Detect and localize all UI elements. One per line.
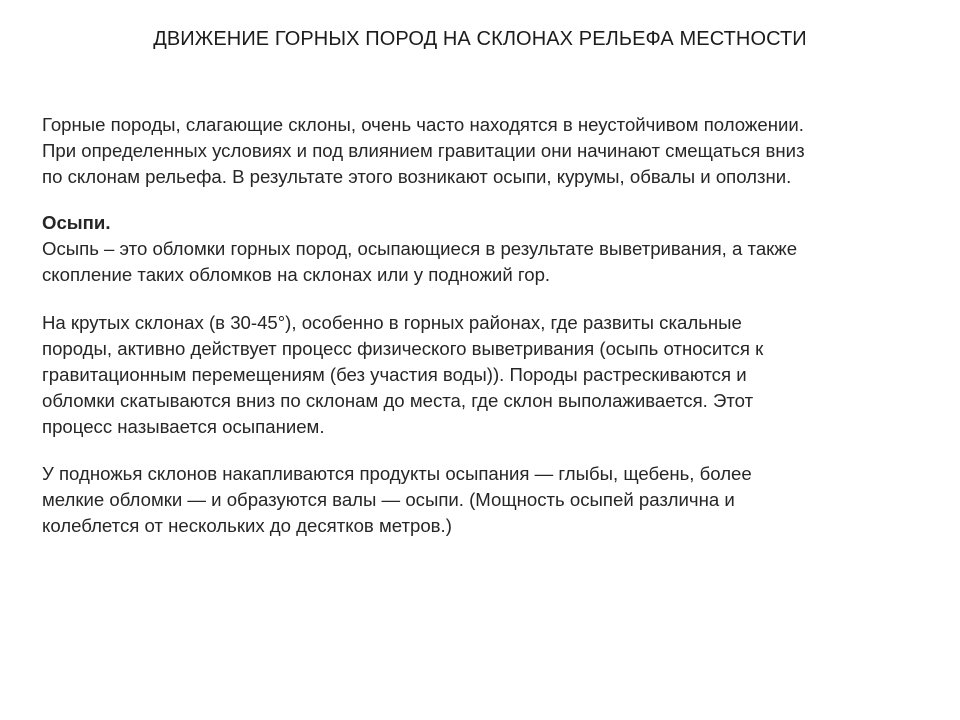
slope-foot-paragraph (42, 461, 942, 539)
text-line: колеблется от нескольких до десятков метров.) (42, 515, 452, 536)
text-line: породы, активно действует процесс физического выветривания (осыпь относится к (42, 338, 764, 359)
text-line: обломки скатываются вниз по склонам до места, где склон выполаживается. Этот (42, 390, 754, 411)
text-line: мелкие обломки — и образуются валы — осыпи. (Мощность осыпей различна и (42, 489, 735, 510)
steep-slopes-paragraph (42, 310, 942, 440)
intro-paragraph (42, 112, 942, 190)
text-line: Горные породы, слагающие склоны, очень часто находятся в неустойчивом положении. (42, 114, 804, 135)
text-line: скопление таких обломков на склонах или у подножий гор. (42, 264, 551, 285)
slide-title: ДВИЖЕНИЕ ГОРНЫХ ПОРОД НА СКЛОНАХ РЕЛЬЕФА МЕСТНОСТИ (153, 28, 807, 50)
text-line: У подножья склонов накапливаются продукты осыпания — глыбы, щебень, более (42, 463, 752, 484)
text-line: гравитационным перемещениям (без участия воды)). Породы растрескиваются и (42, 364, 747, 385)
text-line: по склонам рельефа. В результате этого возникают осыпи, курумы, обвалы и оползни. (42, 166, 792, 187)
text-line: процесс называется осыпанием. (42, 416, 325, 437)
section-heading: Осыпи. (42, 212, 111, 233)
screes-paragraph (42, 210, 942, 288)
text-line: Осыпь – это обломки горных пород, осыпающиеся в результате выветривания, а также (42, 238, 798, 259)
text-line: При определенных условиях и под влиянием гравитации они начинают смещаться вниз (42, 140, 805, 161)
slide-body (42, 112, 942, 539)
text-line: На крутых склонах (в 30-45°), особенно в горных районах, где развиты скальные (42, 312, 742, 333)
